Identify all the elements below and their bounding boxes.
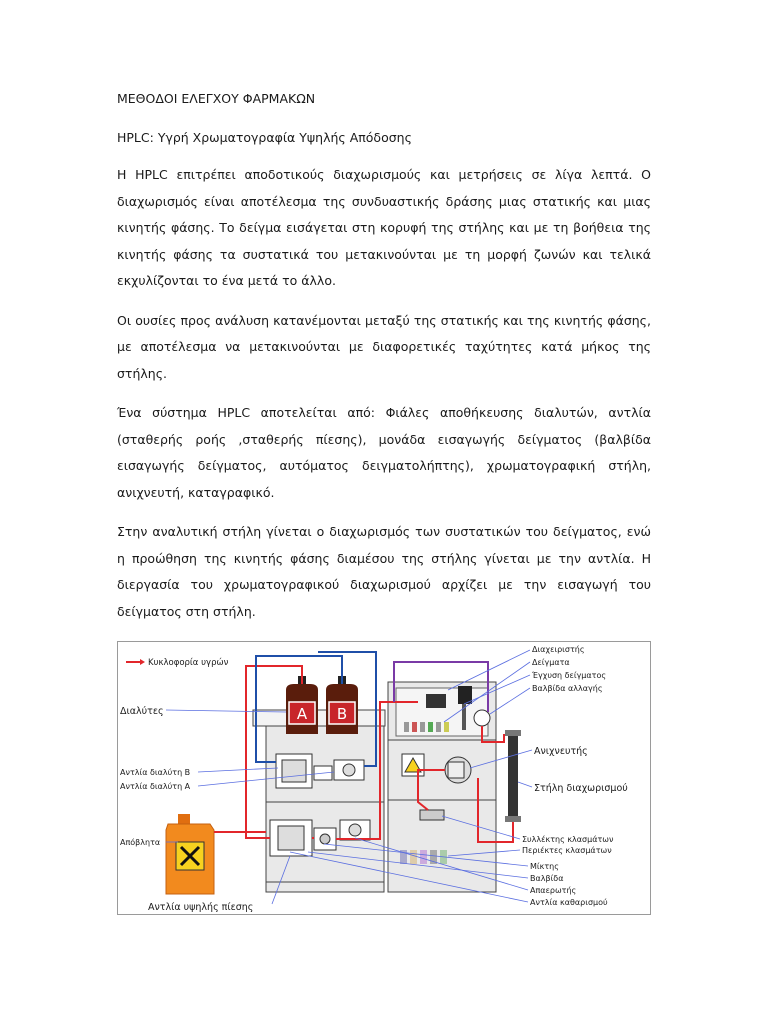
label-mixer: Μίκτης bbox=[530, 862, 559, 871]
paragraph-1: Η HPLC επιτρέπει αποδοτικούς διαχωρισμούς και μετρήσεις σε λίγα λεπτά. Ο διαχωρισμός είναι αποτέλεσμα της συνδυαστικής δράσης μιας στατικής και μιας κινητής φάσης. Το δείγμα εισάγεται στη κορυφή της στήλης και με τη βοήθεια της κινητής φάσης τα συστατικά του μετακινούνται με τη μορφή ζωνών και τελικά εκχυλίζονται το ένα μετά το άλλο. bbox=[117, 167, 651, 288]
label-sample-injection: Έγχυση δείγματος bbox=[532, 671, 607, 680]
switch-valve-unit bbox=[474, 710, 490, 726]
label-solvents: Διαλύτες bbox=[120, 706, 164, 717]
label-samples: Δείγματα bbox=[532, 658, 570, 667]
paragraph-4: Στην αναλυτική στήλη γίνεται ο διαχωρισμός των συστατικών του δείγματος, ενώ η προώθηση της κινητής φάσης διαμέσου της στήλης γίνεται με την αντλία. Η διεργασία του χρωματογραφικού διαχωρισμού αρχίζει με την εισαγωγή του δείγματος στη στήλη. bbox=[117, 524, 651, 619]
hplc-diagram bbox=[117, 641, 651, 915]
document-subtitle: HPLC: Υγρή Χρωματογραφία Υψηλής Απόδοσης bbox=[117, 130, 412, 145]
paragraph-3: Ένα σύστημα HPLC αποτελείται από: Φιάλες αποθήκευσης διαλυτών, αντλία (σταθερής ροής ,σταθερής πίεσης), μονάδα εισαγωγής δείγματος (βαλβίδα εισαγωγής δείγματος, αυτόματος δειγματολήπτης), χρωματογραφική στήλη, ανιχνευτή, καταγραφικό. bbox=[117, 405, 651, 500]
label-waste: Απόβλητα bbox=[120, 838, 161, 847]
legend-flow-label: Κυκλοφορία υγρών bbox=[148, 658, 229, 668]
label-pump-b: Αντλία διαλύτη Β bbox=[120, 768, 191, 777]
label-fraction-collector: Συλλέκτης κλασμάτων bbox=[522, 835, 614, 844]
label-pump-a: Αντλία διαλύτη Α bbox=[120, 782, 191, 791]
legend bbox=[126, 657, 229, 668]
label-purge-pump: Αντλία καθαρισμού bbox=[530, 898, 608, 907]
waste-can bbox=[166, 814, 214, 894]
label-switch-valve: Βαλβίδα αλλαγής bbox=[532, 684, 603, 693]
label-detector: Ανιχνευτής bbox=[534, 746, 588, 757]
fraction-collector-head bbox=[420, 810, 444, 820]
bottle-b-label: B bbox=[336, 705, 348, 723]
label-controller: Διαχειριστής bbox=[532, 645, 585, 654]
label-valve: Βαλβίδα bbox=[530, 874, 564, 883]
label-column: Στήλη διαχωρισμού bbox=[534, 783, 628, 794]
paragraph-2: Οι ουσίες προς ανάλυση κατανέμονται μεταξύ της στατικής και της κινητής φάσης, με αποτέλεσμα να μετακινούνται με διαφορετικές ταχύτητες κατά μήκος της στήλης. bbox=[117, 312, 651, 381]
pump-cabinet bbox=[253, 710, 385, 892]
label-degasser: Απαερωτής bbox=[530, 886, 577, 895]
solvent-bottle-a bbox=[286, 676, 318, 734]
document-body bbox=[117, 80, 651, 625]
label-hp-pump: Αντλία υψηλής πίεσης bbox=[148, 902, 254, 913]
document-title: ΜΕΘΟΔΟΙ ΕΛΕΓΧΟΥ ΦΑΡΜΑΚΩΝ bbox=[117, 91, 316, 106]
separation-column bbox=[505, 730, 521, 822]
label-fraction-containers: Περιέκτες κλασμάτων bbox=[522, 846, 612, 855]
autosampler-arm bbox=[426, 694, 446, 708]
bottle-a-label: A bbox=[296, 705, 308, 723]
solvent-bottle-b bbox=[326, 676, 358, 734]
